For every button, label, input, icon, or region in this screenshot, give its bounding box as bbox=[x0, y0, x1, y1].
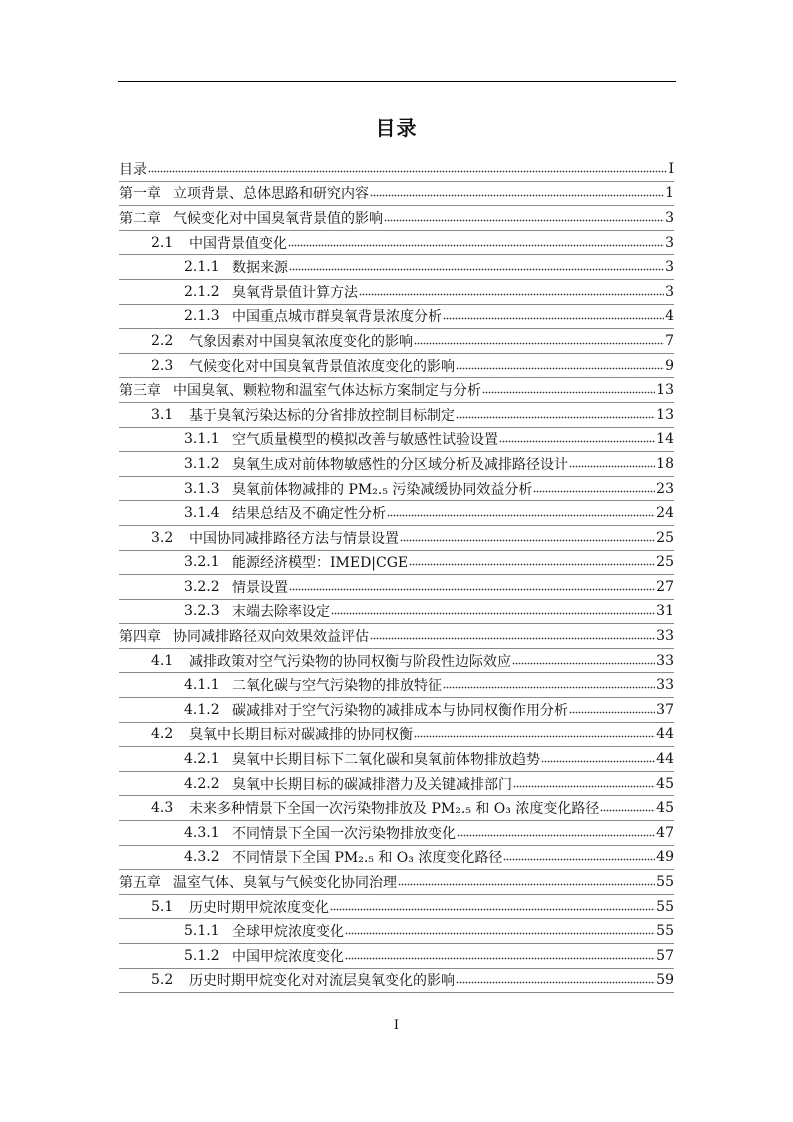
toc-entry-page: 49 bbox=[656, 849, 674, 866]
dot-leader bbox=[387, 508, 655, 518]
dot-leader bbox=[400, 533, 655, 543]
toc-entry-number: 3.2.2 bbox=[184, 578, 220, 595]
toc-entry-number: 2.3 bbox=[151, 357, 174, 374]
toc-entry[interactable] bbox=[119, 870, 674, 895]
toc-entry-page: 45 bbox=[656, 775, 674, 792]
dot-leader bbox=[512, 656, 655, 666]
dot-leader bbox=[345, 926, 655, 936]
toc-entry[interactable] bbox=[119, 846, 674, 871]
toc-entry-page: 59 bbox=[656, 972, 674, 989]
toc-entry-number: 4.3.2 bbox=[184, 849, 220, 866]
toc-entry-title: 气候变化对中国臭氧背景值的影响 bbox=[173, 210, 383, 227]
toc-entry[interactable] bbox=[119, 969, 674, 994]
dot-leader bbox=[457, 828, 655, 838]
toc-entry-number: 2.1 bbox=[151, 234, 174, 251]
page-number: I bbox=[393, 1018, 400, 1033]
toc-entry-number: 2.2 bbox=[151, 332, 174, 349]
toc-entry-number: 4.2.1 bbox=[184, 751, 220, 768]
toc-entry-title: 基于臭氧污染达标的分省排放控制目标制定 bbox=[189, 407, 455, 424]
dot-leader bbox=[443, 680, 655, 690]
toc-entry[interactable] bbox=[119, 231, 674, 256]
dot-leader bbox=[359, 287, 664, 297]
toc-entry[interactable] bbox=[119, 600, 674, 625]
toc-entry-page: 13 bbox=[656, 406, 674, 423]
toc-entry-title: 气候变化对中国臭氧背景值浓度变化的影响 bbox=[189, 358, 455, 375]
toc-entry-title: 臭氧前体物减排的 PM₂.₅ 污染减缓协同效益分析 bbox=[232, 481, 533, 498]
toc-entry-number: 5.2 bbox=[151, 972, 174, 989]
toc-entry-number: 4.1 bbox=[151, 652, 174, 669]
toc-entry-page: 55 bbox=[656, 923, 674, 940]
toc-entry-number: 3.1.1 bbox=[184, 431, 220, 448]
toc-entry-title: 臭氧中长期目标的碳减排潜力及关键减排部门 bbox=[232, 776, 512, 793]
toc-entry-title: 情景设置 bbox=[232, 579, 288, 596]
toc-entry-page: 57 bbox=[656, 947, 674, 964]
toc-entry-title: 臭氧背景值计算方法 bbox=[232, 284, 358, 301]
toc-entry-title: 气象因素对中国臭氧浓度变化的影响 bbox=[189, 333, 413, 350]
toc-entry-number: 4.3 bbox=[151, 800, 174, 817]
toc-entry-title: 中国甲烷浓度变化 bbox=[232, 948, 344, 965]
dot-leader bbox=[414, 729, 655, 739]
dot-leader bbox=[569, 705, 655, 715]
toc-entry-number: 3.1 bbox=[151, 406, 174, 423]
toc-entry-title: 中国重点城市群臭氧背景浓度分析 bbox=[232, 309, 442, 326]
dot-leader bbox=[456, 975, 655, 985]
toc-entry-page: 3 bbox=[665, 234, 674, 251]
toc-entry-page: 23 bbox=[656, 480, 674, 497]
toc-entry-title: 中国臭氧、颗粒物和温室气体达标方案制定与分析 bbox=[173, 383, 481, 400]
toc-entry-page: I bbox=[668, 160, 674, 177]
toc-entry-number: 4.1.2 bbox=[184, 701, 220, 718]
toc-entry[interactable] bbox=[119, 821, 674, 846]
toc-entry[interactable] bbox=[119, 944, 674, 969]
toc-entry[interactable] bbox=[119, 477, 674, 502]
toc-entry-title: 臭氧中长期目标对碳减排的协同权衡 bbox=[189, 727, 413, 744]
toc-entry-number: 5.1.1 bbox=[184, 923, 220, 940]
toc-entry[interactable] bbox=[119, 673, 674, 698]
dot-leader bbox=[443, 311, 664, 321]
toc-entry-number: 2.1.1 bbox=[184, 259, 220, 276]
toc-entry-title: 二氧化碳与空气污染物的排放特征 bbox=[232, 678, 442, 695]
toc-entry-title: 臭氧生成对前体物敏感性的分区域分析及减排路径设计 bbox=[232, 456, 568, 473]
toc-entry[interactable] bbox=[119, 723, 674, 748]
toc-entry-page: 45 bbox=[656, 800, 674, 817]
toc-entry-number: 3.1.4 bbox=[184, 505, 220, 522]
toc-entry[interactable] bbox=[119, 501, 674, 526]
dot-leader bbox=[370, 188, 664, 198]
toc-entry[interactable] bbox=[119, 206, 674, 231]
toc-entry-page: 25 bbox=[656, 554, 674, 571]
toc-entry[interactable] bbox=[119, 182, 674, 207]
toc-entry[interactable] bbox=[119, 526, 674, 551]
dot-leader bbox=[456, 361, 664, 371]
toc-entry-number: 第五章 bbox=[119, 875, 161, 892]
toc-entry-number: 3.1.3 bbox=[184, 480, 220, 497]
toc-entry-title: 结果总结及不确定性分析 bbox=[232, 506, 386, 523]
toc-entry-title: 历史时期甲烷变化对对流层臭氧变化的影响 bbox=[189, 973, 455, 990]
toc-entry[interactable] bbox=[119, 305, 674, 330]
toc-entry-page: 3 bbox=[665, 209, 674, 226]
toc-entry-number: 3.2.1 bbox=[184, 554, 220, 571]
toc-entry-page: 33 bbox=[656, 677, 674, 694]
toc-entry[interactable] bbox=[119, 255, 674, 280]
toc-entry-page: 44 bbox=[656, 726, 674, 743]
dot-leader bbox=[345, 951, 655, 961]
toc-entry[interactable] bbox=[119, 329, 674, 354]
toc-entry-number: 5.1.2 bbox=[184, 947, 220, 964]
dot-leader bbox=[370, 631, 655, 641]
toc-entry-page: 27 bbox=[656, 578, 674, 595]
toc-entry[interactable] bbox=[119, 919, 674, 944]
toc-entry-page: 55 bbox=[656, 898, 674, 915]
toc-entry-page: 9 bbox=[665, 357, 674, 374]
toc-entry-page: 1 bbox=[665, 185, 674, 202]
toc-entry[interactable] bbox=[119, 796, 674, 821]
toc-entry-title: 碳减排对于空气污染物的减排成本与协同权衡作用分析 bbox=[232, 702, 568, 719]
toc-entry-number: 2.1.2 bbox=[184, 283, 220, 300]
toc-entry-number: 第四章 bbox=[119, 629, 161, 646]
toc-entry-page: 33 bbox=[656, 652, 674, 669]
dot-leader bbox=[533, 484, 655, 494]
toc-entry-page: 25 bbox=[656, 529, 674, 546]
toc-entry-number: 3.1.2 bbox=[184, 455, 220, 472]
toc-entry-title: 中国协同减排路径方法与情景设置 bbox=[189, 530, 399, 547]
toc-entry-title: 全球甲烷浓度变化 bbox=[232, 924, 344, 941]
toc-entry-page: 3 bbox=[665, 259, 674, 276]
dot-leader bbox=[499, 434, 655, 444]
toc-entry-title: 立项背景、总体思路和研究内容 bbox=[173, 186, 369, 203]
dot-leader bbox=[384, 213, 664, 223]
toc-entry-title: 空气质量模型的模拟改善与敏感性试验设置 bbox=[232, 432, 498, 449]
toc-entry-page: 24 bbox=[656, 505, 674, 522]
toc-entry[interactable] bbox=[119, 772, 674, 797]
toc-entry-title: 数据来源 bbox=[232, 260, 288, 277]
dot-leader bbox=[148, 164, 667, 174]
toc-entry-page: 55 bbox=[656, 874, 674, 891]
toc-entry-page: 18 bbox=[656, 455, 674, 472]
toc-entry-title: 臭氧中长期目标下二氧化碳和臭氧前体物排放趋势 bbox=[232, 752, 540, 769]
table-of-contents bbox=[119, 157, 674, 993]
toc-entry-number: 4.1.1 bbox=[184, 677, 220, 694]
toc-entry-number: 第三章 bbox=[119, 383, 161, 400]
dot-leader bbox=[289, 582, 655, 592]
toc-entry[interactable] bbox=[119, 403, 674, 428]
toc-entry-page: 47 bbox=[656, 824, 674, 841]
toc-entry-title: 未来多种情景下全国一次污染物排放及 PM₂.₅ 和 O₃ 浓度变化路径 bbox=[189, 801, 600, 818]
toc-entry[interactable] bbox=[119, 551, 674, 576]
toc-entry[interactable] bbox=[119, 698, 674, 723]
toc-entry[interactable] bbox=[119, 378, 674, 403]
toc-entry-title: 末端去除率设定 bbox=[232, 604, 330, 621]
toc-entry-number: 第二章 bbox=[119, 210, 161, 227]
toc-entry-title: 减排政策对空气污染物的协同权衡与阶段性边际效应 bbox=[189, 653, 511, 670]
toc-entry[interactable] bbox=[119, 157, 674, 182]
dot-leader bbox=[414, 336, 664, 346]
dot-leader bbox=[600, 803, 655, 813]
toc-entry[interactable] bbox=[119, 452, 674, 477]
toc-entry-number: 2.1.3 bbox=[184, 308, 220, 325]
toc-entry-title: 能源经济模型：IMED|CGE bbox=[232, 555, 409, 572]
toc-entry[interactable] bbox=[119, 575, 674, 600]
toc-entry-title: 不同情景下全国一次污染物排放变化 bbox=[232, 825, 456, 842]
dot-leader bbox=[513, 779, 655, 789]
toc-entry-number: 4.2.2 bbox=[184, 775, 220, 792]
toc-entry-page: 4 bbox=[665, 308, 674, 325]
toc-entry-page: 13 bbox=[656, 382, 674, 399]
toc-entry-title: 不同情景下全国 PM₂.₅ 和 O₃ 浓度变化路径 bbox=[232, 850, 503, 867]
toc-entry-page: 44 bbox=[656, 751, 674, 768]
toc-entry-title: 协同减排路径双向效果效益评估 bbox=[173, 629, 369, 646]
toc-entry-number: 5.1 bbox=[151, 898, 174, 915]
dot-leader bbox=[398, 877, 655, 887]
toc-entry-title: 历史时期甲烷浓度变化 bbox=[189, 899, 329, 916]
toc-entry[interactable] bbox=[119, 747, 674, 772]
toc-entry-title: 中国背景值变化 bbox=[189, 235, 287, 252]
dot-leader bbox=[482, 385, 655, 395]
toc-entry[interactable] bbox=[119, 354, 674, 379]
toc-entry-title: 目录 bbox=[119, 161, 147, 178]
toc-entry-number: 3.2.3 bbox=[184, 603, 220, 620]
dot-leader bbox=[569, 459, 655, 469]
page-title: 目录 bbox=[375, 116, 418, 140]
dot-leader bbox=[456, 410, 655, 420]
toc-entry[interactable] bbox=[119, 895, 674, 920]
toc-entry-page: 37 bbox=[656, 701, 674, 718]
toc-entry[interactable] bbox=[119, 624, 674, 649]
dot-leader bbox=[289, 262, 664, 272]
toc-entry-page: 3 bbox=[665, 283, 674, 300]
dot-leader bbox=[330, 902, 655, 912]
toc-entry[interactable] bbox=[119, 280, 674, 305]
toc-entry-page: 33 bbox=[656, 628, 674, 645]
dot-leader bbox=[541, 754, 655, 764]
dot-leader bbox=[331, 606, 655, 616]
toc-entry-number: 第一章 bbox=[119, 186, 161, 203]
toc-entry-page: 31 bbox=[656, 603, 674, 620]
toc-entry-number: 4.2 bbox=[151, 726, 174, 743]
toc-entry-number: 3.2 bbox=[151, 529, 174, 546]
toc-entry-title: 温室气体、臭氧与气候变化协同治理 bbox=[173, 875, 397, 892]
toc-entry[interactable] bbox=[119, 428, 674, 453]
dot-leader bbox=[503, 852, 655, 862]
dot-leader bbox=[409, 557, 655, 567]
header-rule bbox=[118, 81, 676, 82]
toc-entry-page: 14 bbox=[656, 431, 674, 448]
toc-entry-page: 7 bbox=[665, 332, 674, 349]
toc-entry[interactable] bbox=[119, 649, 674, 674]
toc-entry-number: 4.3.1 bbox=[184, 824, 220, 841]
dot-leader bbox=[288, 238, 664, 248]
